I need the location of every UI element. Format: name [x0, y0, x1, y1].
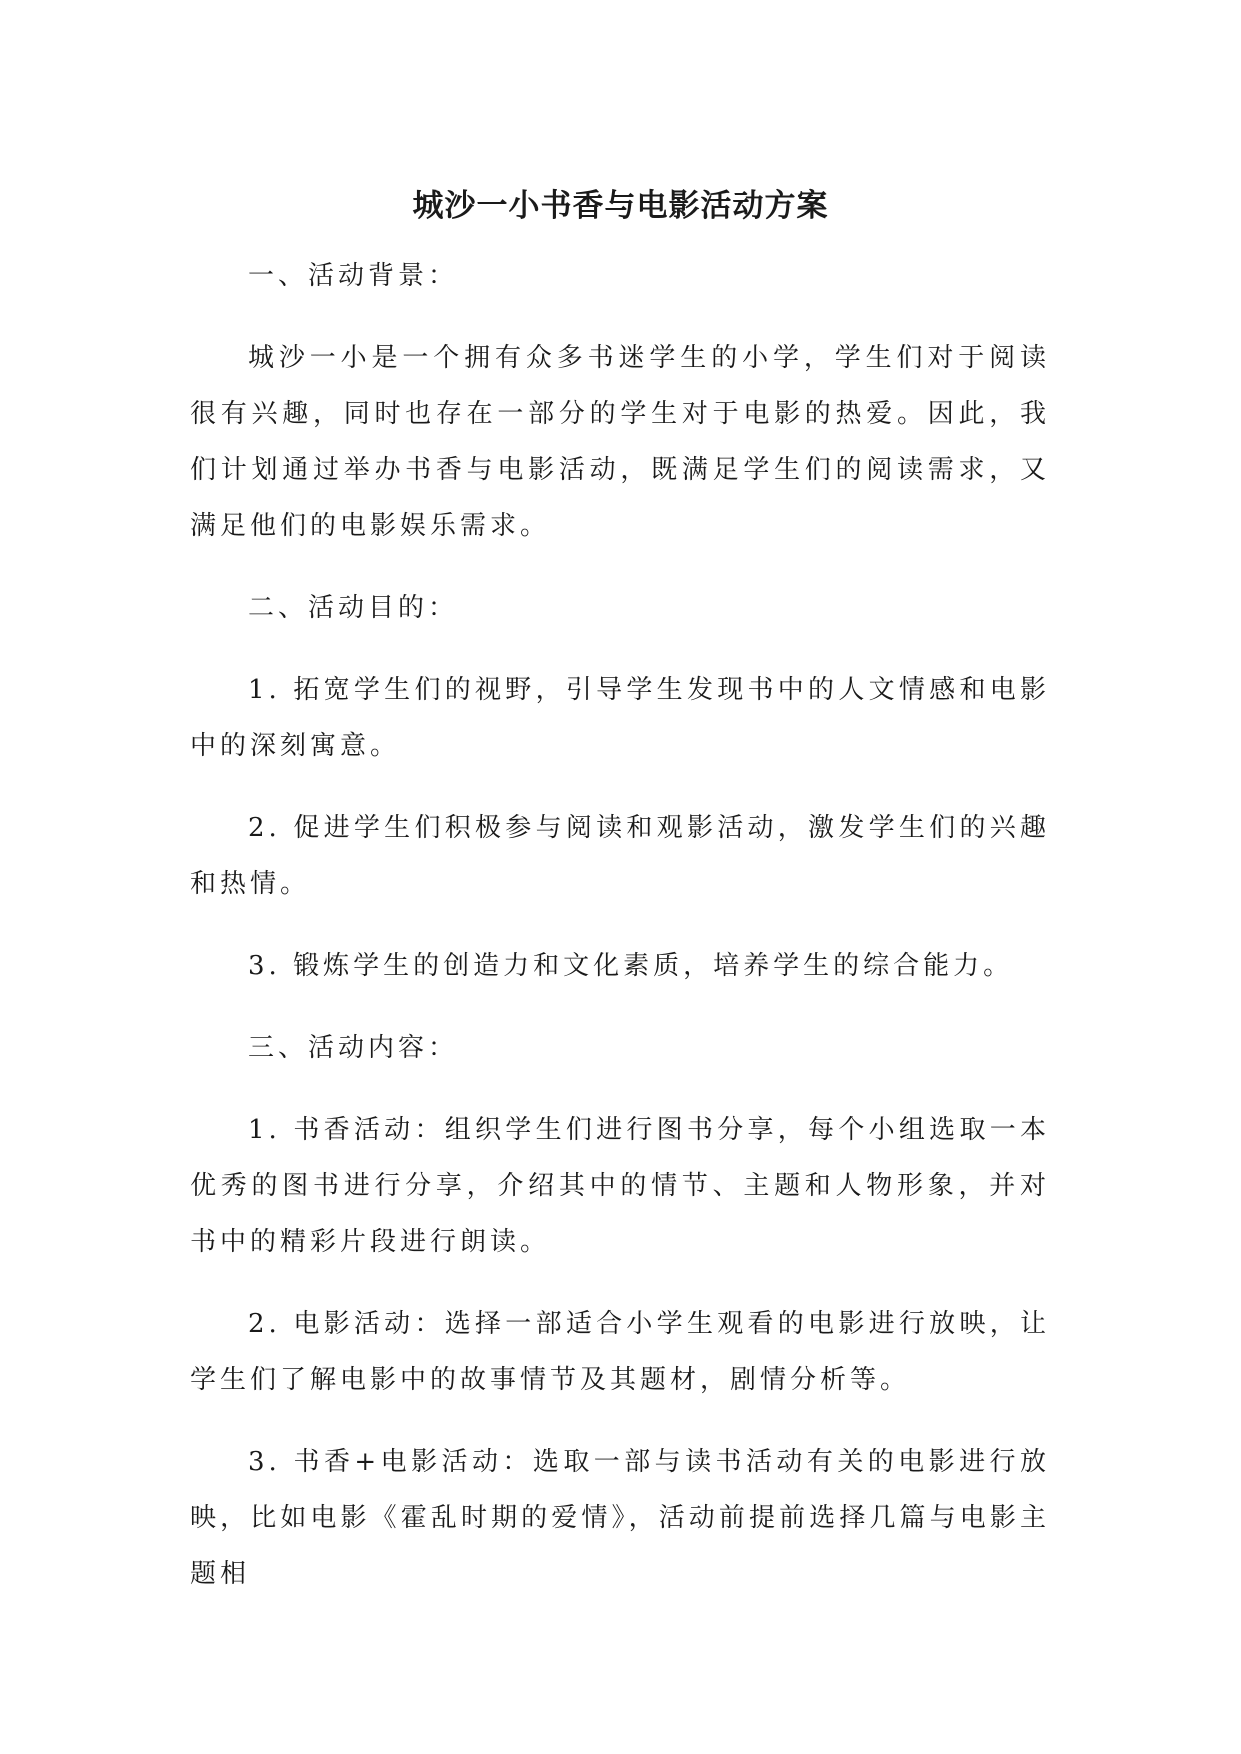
content-item-1: 1. 书香活动：组织学生们进行图书分享，每个小组选取一本优秀的图书进行分享，介绍其中的情节、主题和人物形象，并对书中的精彩片段进行朗读。: [190, 1115, 1050, 1257]
section-heading-purpose: 二、活动目的：: [248, 593, 459, 623]
purpose-item-2: 2. 促进学生们积极参与阅读和观影活动，激发学生们的兴趣和热情。: [190, 813, 1050, 899]
content-item-2: 2. 电影活动：选择一部适合小学生观看的电影进行放映，让学生们了解电影中的故事情节及其题材，剧情分析等。: [190, 1309, 1050, 1395]
purpose-item-1: 1. 拓宽学生们的视野，引导学生发现书中的人文情感和电影中的深刻寓意。: [190, 675, 1050, 761]
document-title: 城沙一小书香与电影活动方案: [412, 188, 829, 224]
background-paragraph: 城沙一小是一个拥有众多书迷学生的小学，学生们对于阅读很有兴趣，同时也存在一部分的学生对于电影的热爱。因此，我们计划通过举办书香与电影活动，既满足学生们的阅读需求，又满足他们的电影娱乐需求。: [190, 343, 1050, 541]
document-body: [190, 248, 1050, 1628]
section-heading-background: 一、活动背景：: [248, 261, 459, 291]
purpose-item-3: 3. 锻炼学生的创造力和文化素质，培养学生的综合能力。: [248, 951, 1014, 981]
content-item-3: 3. 书香+电影活动：选取一部与读书活动有关的电影进行放映，比如电影《霍乱时期的爱情》，活动前提前选择几篇与电影主题相: [190, 1447, 1050, 1589]
section-heading-content: 三、活动内容：: [248, 1033, 459, 1063]
